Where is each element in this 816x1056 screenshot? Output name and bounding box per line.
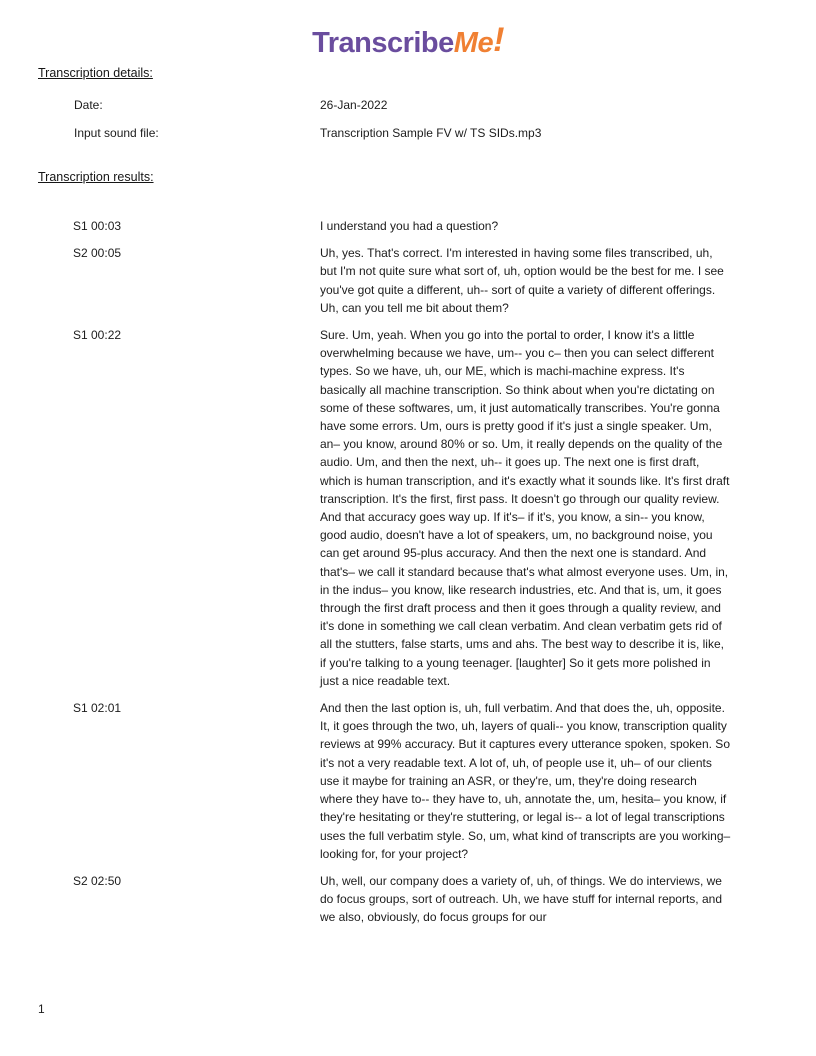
speaker-timestamp: S1 00:03: [73, 219, 122, 233]
date-value: 26-Jan-2022: [320, 98, 388, 112]
transcript-segment: [73, 699, 733, 863]
utterance-text: Uh, well, our company does a variety of, uh, of things. We do interviews, we do focus groups, sort of outreach. Uh, we have stuff for internal reports, and we also, obviously, do focus groups for our: [320, 873, 722, 925]
logo-text-me: Me: [453, 27, 494, 59]
transcript-segment: [73, 217, 733, 235]
input-sound-file-label: Input sound file:: [74, 126, 159, 141]
transcribeme-logo: [0, 22, 816, 60]
detail-row-input-sound-file: [74, 124, 734, 142]
speaker-timestamp: S2 00:05: [73, 246, 122, 261]
transcript-segment: [73, 244, 733, 317]
speaker-timestamp: S2 02:50: [73, 873, 122, 888]
logo-exclamation: !: [493, 21, 504, 59]
logo-text-transcribe: Transcribe: [312, 27, 454, 59]
details-section-heading: Transcription details:: [38, 66, 153, 80]
detail-row-date: [74, 96, 734, 114]
speaker-timestamp: S1 02:01: [73, 701, 122, 716]
utterance-text: Uh, yes. That's correct. I'm interested in having some files transcribed, uh, but I'm not quite sure what sort of, uh, option would be the best for me. I see you've got quite a different, uh-- sort of quite a variety of different offerings. Uh, can you tell me bit about them?: [320, 246, 724, 315]
transcript-segment: [73, 872, 733, 927]
date-label: Date:: [74, 98, 103, 112]
page-number: 1: [38, 1002, 45, 1016]
utterance-text: I understand you had a question?: [320, 219, 499, 233]
utterance-text: And then the last option is, uh, full verbatim. And that does the, uh, opposite. It, it goes through the two, uh, layers of quali-- you know, transcription quality reviews at 99% accuracy. But it captures every utterance spoken, spoken. So it's not a very readable text. A lot of, uh, of people use it, uh– of our clients use it maybe for training an ASR, or they're, um, they're doing research where they have to-- they have to, uh, annotate the, um, hesita– you know, if they're hesitating or they're stuttering, or legal is-- a lot of legal transcriptions uses the full verbatim style. So, um, what kind of transcripts are you working– looking for, for your project?: [320, 701, 731, 861]
transcript-segments: [73, 217, 733, 936]
input-sound-file-value: Transcription Sample FV w/ TS SIDs.mp3: [320, 126, 542, 141]
speaker-timestamp: S1 00:22: [73, 328, 122, 343]
transcript-segment: [73, 326, 733, 690]
results-section-heading: Transcription results:: [38, 170, 154, 184]
details-rows: [74, 96, 734, 152]
utterance-text: Sure. Um, yeah. When you go into the portal to order, I know it's a little overwhelming because we have, um-- you c– then you can select different types. So we have, uh, our ME, which is machi-machine express. It's basically all machine transcription. So think about when you're dictating on some of these softwares, um, it just automatically transcribes. You're gonna have some errors. Um, ours is pretty good if it's just a single speaker. Um, an– you know, around 80% or so. Um, it really depends on the quality of the audio. Um, and then the next, uh-- it goes up. The next one is first draft, which is human transcription, and it's exactly what it sounds like. It's first draft transcription. It's the first, first pass. It doesn't go through our quality review. And that accuracy goes way up. If it's– if it's, you know, a sin-- you know, good audio, doesn't have a lot of speakers, um, no background noise, you can get around 95-plus accuracy. And then the next one is standard. And that's– we call it standard because that's what almost everyone uses. Um, in, in the indus– you know, like research industries, etc. And that is, um, it goes through the first draft process and then it goes through a quality review, and it's done in something we call clean verbatim. And clean verbatim gets rid of all the stutters, false starts, ums and ahs. The best way to describe it is, like, if you're talking to a young teenager. [laughter] So it gets more polished in just a nice readable text.: [320, 328, 730, 688]
